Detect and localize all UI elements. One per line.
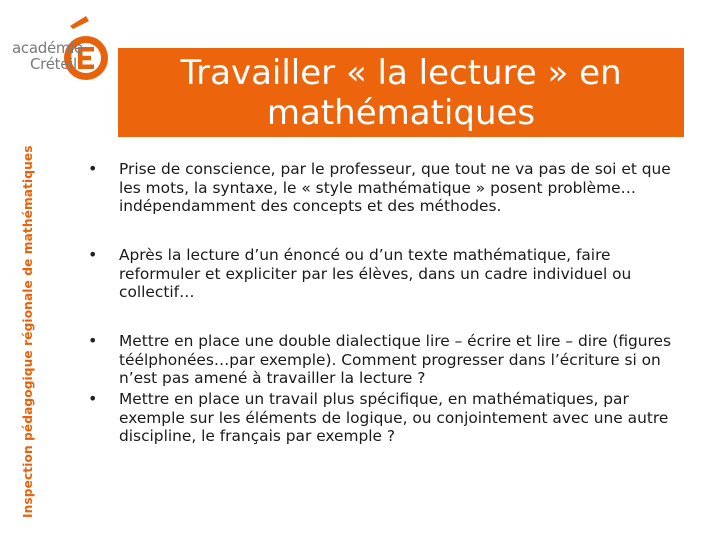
bullet-item — [88, 246, 684, 302]
logo-line-creteil: Créteil — [30, 55, 77, 73]
bullet-marker: • — [88, 331, 98, 350]
bullet-marker: • — [88, 159, 98, 178]
bullet-item — [88, 160, 684, 216]
logo-line-academie: académie — [12, 39, 83, 57]
academie-creteil-logo — [8, 14, 112, 84]
bullet-item — [88, 332, 684, 388]
bullet-item — [88, 390, 684, 446]
vertical-side-label: Inspection pédagogique régionale de mathématiques — [21, 145, 35, 518]
bullet-text: Prise de conscience, par le professeur, que tout ne va pas de soi et que les mots, la syntaxe, le « style mathématique » posent problème…indépendamment des concepts et des méthodes. — [119, 160, 671, 215]
page-title: Travailler « la lecture » en mathématiques — [180, 52, 622, 133]
bullet-marker: • — [88, 245, 98, 264]
bullet-text: Mettre en place un travail plus spécifique, en mathématiques, par exemple sur les éléments de logique, ou conjointement avec une autre discipline, le français par exemple ? — [119, 390, 669, 445]
bullet-marker: • — [88, 389, 98, 408]
title-banner — [118, 48, 684, 137]
bullet-text: Mettre en place une double dialectique lire – écrire et lire – dire (figures téélphonées…par exemple). Comment progresser dans l’écriture si on n’est pas amené à travailler la lecture ? — [119, 332, 672, 387]
bullet-text: Après la lecture d’un énoncé ou d’un texte mathématique, faire reformuler et expliciter par les élèves, dans un cadre individuel ou collectif… — [119, 246, 632, 301]
